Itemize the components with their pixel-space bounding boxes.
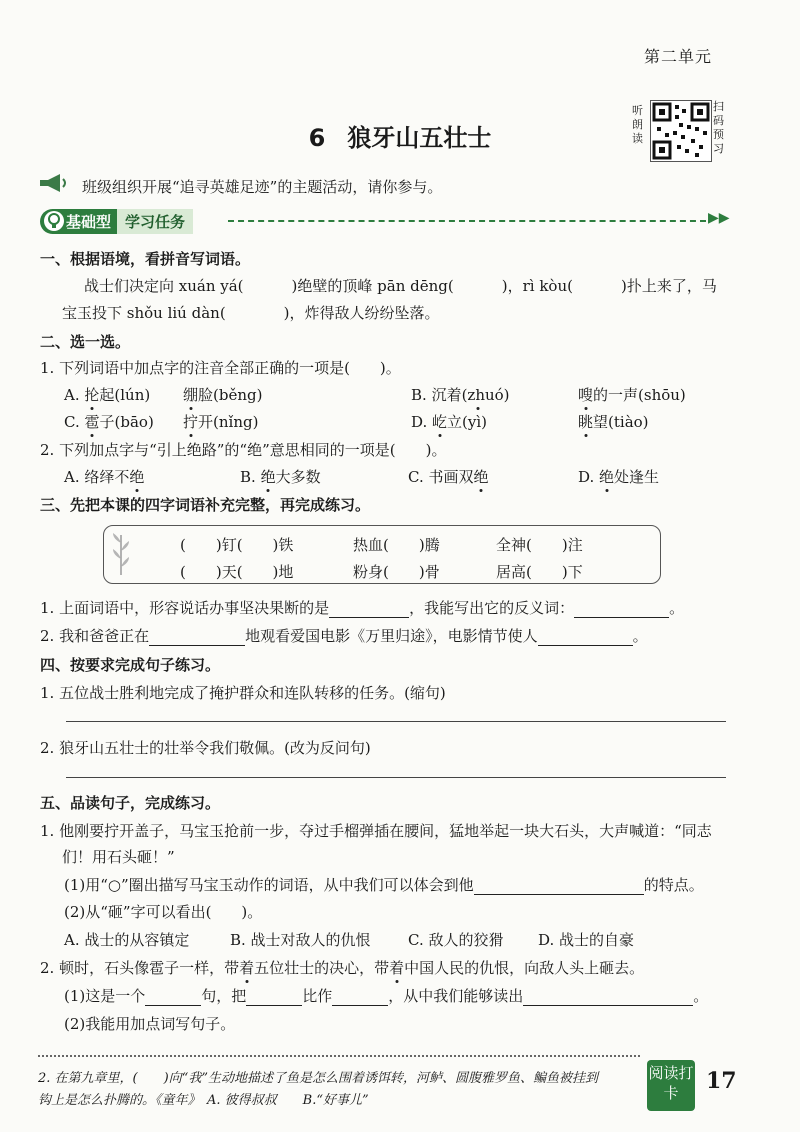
s5-q2: 2. 顿时，石头像雹子一样，带着五位壮士的决心，带着中国人民的仇恨，向敌人头上砸去。 bbox=[40, 959, 645, 977]
s5-q2-blank-1[interactable] bbox=[145, 989, 201, 1006]
s2-q2-option-c[interactable]: C. 书画双绝 bbox=[408, 468, 489, 486]
s2-q1-option-c2: 拧开(nǐng) bbox=[183, 413, 259, 431]
footer-line-1: 2. 在第九章里，( )向“我”生动地描述了鱼是怎么围着诱饵转，河鲈、圆腹雅罗鱼、鳊鱼被挂到 bbox=[38, 1071, 598, 1086]
s5-q1-option-b[interactable]: B. 战士对敌人的仇恨 bbox=[230, 931, 371, 949]
megaphone-icon bbox=[38, 173, 70, 197]
s2-q1-option-a[interactable]: A. 抡起(lún) bbox=[64, 386, 151, 404]
s5-q1-sub2: (2)从“砸”字可以看出( )。 bbox=[64, 903, 263, 921]
section-3-title: 三、先把本课的四字词语补充完整，再完成练习。 bbox=[40, 496, 371, 514]
s3-q2: 2. 我和爸爸正在 地观看爱国电影《万里归途》，电影情节使人 。 bbox=[40, 627, 648, 645]
s5-q1-line-1: 1. 他刚要拧开盖子，马宝玉抢前一步，夺过手榴弹插在腰间，猛地举起一块大石头，大声喊道：“同志 bbox=[40, 822, 712, 840]
s4-q1: 1. 五位战士胜利地完成了掩护群众和连队转移的任务。(缩句) bbox=[40, 684, 446, 702]
footer-reading-question bbox=[38, 1068, 598, 1112]
s2-q1-option-b2: 嗖的一声(shōu) bbox=[578, 386, 686, 404]
s5-q1-blank[interactable] bbox=[474, 878, 644, 895]
s5-q1-sub1: (1)用“○”圈出描写马宝玉动作的词语，从中我们可以体会到他 的特点。 bbox=[64, 876, 704, 894]
s2-q2-option-a[interactable]: A. 络绎不绝 bbox=[64, 468, 145, 486]
s2-q1-option-b[interactable]: B. 沉着(zhuó) bbox=[411, 386, 510, 404]
s4-q2-answer-line[interactable] bbox=[66, 777, 726, 778]
s2-q1-option-c[interactable]: C. 雹子(bāo) bbox=[64, 413, 154, 431]
s2-q2-option-b[interactable]: B. 绝大多数 bbox=[240, 468, 321, 486]
page-number: 17 bbox=[706, 1068, 737, 1094]
idiom-5[interactable]: 粉身( )骨 bbox=[353, 563, 440, 581]
s5-q1-option-d[interactable]: D. 战士的自豪 bbox=[538, 931, 635, 949]
s5-q2-blank-2[interactable] bbox=[246, 989, 302, 1006]
footer-line-2: 钩上是怎么扑腾的。《童年》 A. 彼得叔叔 B.“好事儿” bbox=[38, 1093, 369, 1108]
section-2-title: 二、选一选。 bbox=[40, 333, 131, 351]
s2-q1-option-d[interactable]: D. 屹立(yì) bbox=[411, 413, 488, 431]
banner-part1: 基础型 bbox=[40, 209, 117, 234]
section-1-title: 一、根据语境，看拼音写词语。 bbox=[40, 250, 251, 268]
double-arrow-icon: ▶▶ bbox=[708, 210, 730, 226]
section-4-title: 四、按要求完成句子练习。 bbox=[40, 656, 221, 674]
s5-q2-sub2: (2)我能用加点词写句子。 bbox=[64, 1015, 236, 1033]
s2-q1-option-d2: 眺望(tiào) bbox=[578, 413, 649, 431]
s2-q2: 2. 下列加点字与“引上绝路”的“绝”意思相同的一项是( )。 bbox=[40, 441, 447, 459]
intro-text: 班级组织开展“追寻英雄足迹”的主题活动，请你参与。 bbox=[82, 178, 443, 196]
s4-q1-answer-line[interactable] bbox=[66, 721, 726, 722]
banner-part2: 学习任务 bbox=[117, 209, 193, 234]
reading-checkin-badge[interactable]: 阅读打卡 bbox=[647, 1060, 695, 1111]
s4-q2: 2. 狼牙山五壮士的壮举令我们敬佩。(改为反问句) bbox=[40, 739, 371, 757]
s5-q2-blank-4[interactable] bbox=[523, 989, 693, 1006]
footer-divider bbox=[38, 1055, 640, 1057]
banner-divider bbox=[228, 220, 706, 222]
s5-q1-line-2: 们！用石头砸！” bbox=[62, 848, 175, 866]
s1-line-2: 宝玉投下 shǒu liú dàn( )，炸得敌人纷纷坠落。 bbox=[62, 304, 440, 322]
idiom-1[interactable]: ( )钉( )铁 bbox=[180, 536, 294, 554]
s5-q2-blank-3[interactable] bbox=[332, 989, 388, 1006]
s5-q2-sub1: (1)这是一个 句，把 比作 ，从中我们能够读出 。 bbox=[64, 987, 709, 1005]
idiom-3[interactable]: 全神( )注 bbox=[496, 536, 583, 554]
s3-q1-blank-2[interactable] bbox=[574, 601, 669, 618]
s2-q2-option-d[interactable]: D. 绝处逢生 bbox=[578, 468, 660, 486]
s2-q1-option-a2: 绷脸(běng) bbox=[183, 386, 263, 404]
lesson-number: 6 bbox=[308, 124, 326, 152]
qr-code-icon[interactable] bbox=[650, 100, 712, 162]
qr-right-label: 扫码预习 bbox=[713, 100, 724, 155]
leaf-icon bbox=[109, 531, 133, 585]
idiom-2[interactable]: 热血( )腾 bbox=[353, 536, 440, 554]
idiom-4[interactable]: ( )天( )地 bbox=[180, 563, 294, 581]
lightbulb-icon bbox=[44, 211, 64, 231]
s5-q1-option-c[interactable]: C. 敌人的狡猾 bbox=[408, 931, 504, 949]
s3-q2-blank-2[interactable] bbox=[538, 629, 633, 646]
s3-q1-blank-1[interactable] bbox=[329, 601, 409, 618]
lesson-title: 狼牙山五壮士 bbox=[347, 124, 492, 152]
s2-q1: 1. 下列词语中加点字的注音全部正确的一项是( )。 bbox=[40, 359, 401, 377]
qr-left-label: 听朗读 bbox=[632, 104, 643, 145]
section-5-title: 五、品读句子，完成练习。 bbox=[40, 794, 221, 812]
idiom-6[interactable]: 居高( )下 bbox=[496, 563, 583, 581]
s3-q1: 1. 上面词语中，形容说话办事坚决果断的是 ，我能写出它的反义词： 。 bbox=[40, 599, 685, 617]
s3-q2-blank-1[interactable] bbox=[149, 629, 245, 646]
s1-line-1: 战士们决定向 xuán yá( )绝壁的顶峰 pān dēng( )，rì kòu( )扑上来了，马 bbox=[84, 277, 717, 295]
s5-q1-option-a[interactable]: A. 战士的从容镇定 bbox=[64, 931, 190, 949]
unit-label: 第二单元 bbox=[644, 47, 713, 66]
